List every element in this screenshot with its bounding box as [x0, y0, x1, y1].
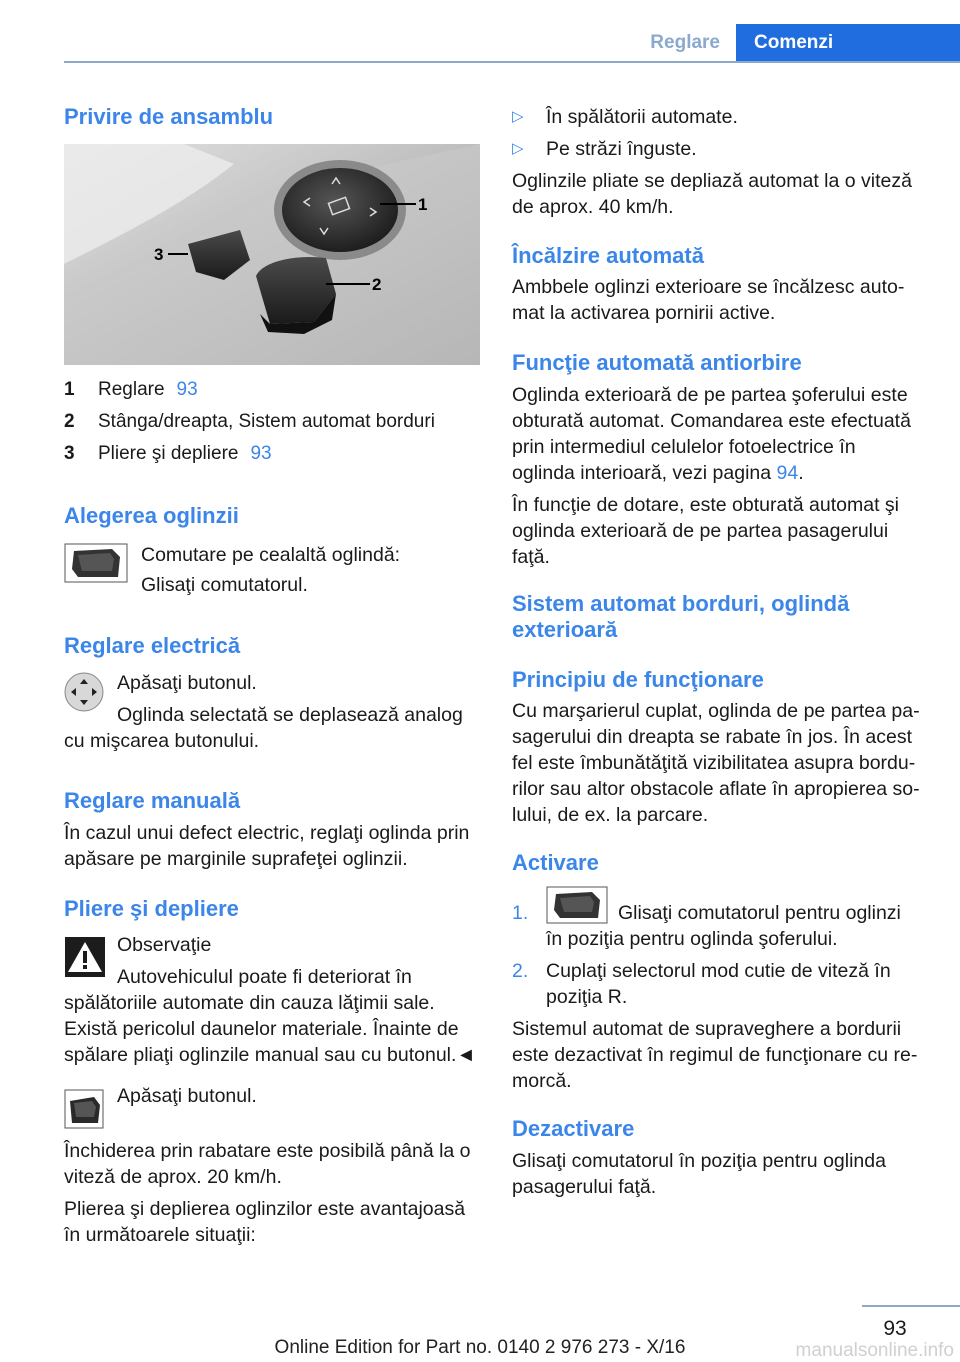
section-title-antiglare: Funcţie automată antiorbire: [512, 350, 802, 375]
text-line: Apăsaţi butonul.: [117, 672, 257, 694]
text-line: lului, de ex. la parcare.: [512, 804, 709, 826]
four-way-button-icon: [64, 672, 104, 719]
text-line: Cu marşarierul cuplat, oglinda de pe partea pa‐: [512, 700, 920, 722]
section-title-overview: Privire de ansamblu: [64, 104, 274, 129]
section-title-curb-cont: exterioară: [512, 617, 618, 642]
step-number: 1.: [512, 902, 529, 924]
page-reference-link[interactable]: 93: [250, 443, 272, 464]
text-line: Plierea şi deplierea oglinzilor este avantajoasă: [64, 1198, 466, 1220]
section-title-fold: Pliere şi depliere: [64, 896, 239, 921]
text-line: oglinda exterioară de pe partea pasagerului: [512, 520, 889, 542]
text-line: obturată automat. Comandarea este efectuată: [512, 410, 911, 432]
text-line: de aprox. 40 km/h.: [512, 196, 674, 218]
list-item-text: În spălătorii automate.: [546, 106, 738, 128]
warning-icon: [64, 936, 106, 985]
text-line: [64, 1042, 482, 1068]
bullet-triangle-icon: ▷: [512, 108, 524, 125]
text-line: fel este îmbunătăţită vizibilitatea asupra bordu‐: [512, 752, 916, 774]
text-line: mat la activarea pornirii active.: [512, 302, 776, 324]
text-line: Închiderea prin rabatare este posibilă până la o: [64, 1140, 471, 1162]
text-line: Oglinzile pliate se depliază automat la o viteză: [512, 170, 912, 192]
subsection-title-activate: Activare: [512, 850, 599, 875]
text-line: Sistemul automat de supraveghere a bordurii: [512, 1018, 902, 1040]
list-item-text: Pe străzi înguste.: [546, 138, 697, 160]
section-title-heating: Încălzire automată: [512, 243, 704, 268]
subsection-title-deactivate: Dezactivare: [512, 1116, 635, 1141]
footer-rule: [862, 1305, 960, 1307]
legend-number: 2: [64, 411, 75, 432]
step-number: 2.: [512, 960, 529, 982]
watermark: manualsonline.info: [795, 1340, 954, 1361]
legend-number: 1: [64, 379, 75, 400]
text-line: sagerului din dreapta se rabate în jos. În acest: [512, 726, 912, 748]
note-title: Observaţie: [117, 934, 212, 956]
text-line: Comutare pe cealaltă oglindă:: [141, 544, 401, 566]
text-line: În cazul unui defect electric, reglaţi oglinda prin: [64, 822, 470, 844]
tab-reglare[interactable]: Reglare: [650, 32, 720, 53]
mirror-control-illustration: [64, 144, 480, 365]
text-line: morcă.: [512, 1070, 572, 1092]
page-reference-link[interactable]: 94: [776, 462, 799, 484]
section-title-curb: Sistem automat borduri, oglindă: [512, 591, 850, 616]
text-line: [512, 460, 928, 486]
text-line: Autovehiculul poate fi deteriorat în: [117, 966, 412, 988]
text-line: Există pericolul daunelor materiale. Înainte de: [64, 1018, 459, 1040]
text-line: Apăsaţi butonul.: [117, 1085, 257, 1107]
legend-number: 3: [64, 443, 75, 464]
text-line: apăsare pe marginile suprafeţei oglinzii.: [64, 848, 408, 870]
text-line: prin intermediul celulelor fotoelectrice în: [512, 436, 856, 458]
edition-footer: Online Edition for Part no. 0140 2 976 273 - X/16: [274, 1337, 686, 1358]
text-line: Oglinda exterioară de pe partea şoferului este: [512, 384, 908, 406]
text-line: rilor sau altor obstacole aflate în apropierea so‐: [512, 778, 920, 800]
page-number: 93: [883, 1317, 907, 1340]
text-line: Glisaţi comutatorul.: [141, 574, 308, 596]
step-text: Cuplaţi selectorul mod cutie de viteză în: [546, 960, 891, 982]
step-text: Glisaţi comutatorul pentru oglinzi: [618, 902, 901, 924]
text-line: spălătoriile automate din cauza lăţimii sale.: [64, 992, 435, 1014]
text-line: pasagerului faţă.: [512, 1176, 657, 1198]
text-line: este dezactivat în regimul de funcţionare cu re‐: [512, 1044, 918, 1066]
callout-3: 3: [154, 245, 164, 264]
text-line: Ambbele oglinzi exterioare se încălzesc auto‐: [512, 276, 905, 298]
text-line: poziţia R.: [546, 986, 628, 1008]
section-title-select-mirror: Alegerea oglinzii: [64, 503, 239, 528]
text-line: faţă.: [512, 546, 550, 568]
legend-text: Reglare: [98, 379, 165, 400]
tab-comenzi[interactable]: Comenzi: [736, 24, 960, 62]
text-line: în poziţia pentru oglinda şoferului.: [546, 928, 838, 950]
header-rule: [64, 61, 960, 63]
subsection-title-principle: Principiu de funcţionare: [512, 667, 764, 692]
legend-text: Pliere şi depliere: [98, 443, 239, 464]
text-line: Glisaţi comutatorul în poziţia pentru oglinda: [512, 1150, 886, 1172]
end-marker-icon: ◄: [456, 1044, 476, 1066]
fold-button-icon: [64, 1089, 104, 1136]
section-title-electric: Reglare electrică: [64, 633, 241, 658]
text-line: În funcţie de dotare, este obturată automat şi: [512, 494, 899, 516]
callout-1: 1: [418, 195, 428, 214]
legend-text: Stânga/dreapta, Sistem automat borduri: [98, 411, 435, 432]
note-text: spălare pliaţi oglinzile manual sau cu butonul.: [64, 1044, 457, 1066]
text-line: Oglinda selectată se deplasează analog: [117, 704, 463, 726]
callout-2: 2: [372, 275, 382, 294]
text-line: cu mişcarea butonului.: [64, 730, 260, 752]
mirror-control-figure: [64, 144, 480, 365]
text-segment: .: [798, 462, 804, 484]
page-reference-link[interactable]: 93: [176, 379, 198, 400]
mirror-switch-icon: [546, 886, 608, 931]
section-title-manual: Reglare manuală: [64, 788, 241, 813]
text-line: în următoarele situaţii:: [64, 1224, 256, 1246]
text-line: viteză de aprox. 20 km/h.: [64, 1166, 282, 1188]
mirror-switch-icon: [64, 543, 128, 590]
text-segment: oglinda interioară, vezi pagina: [512, 462, 777, 484]
bullet-triangle-icon: ▷: [512, 140, 524, 157]
